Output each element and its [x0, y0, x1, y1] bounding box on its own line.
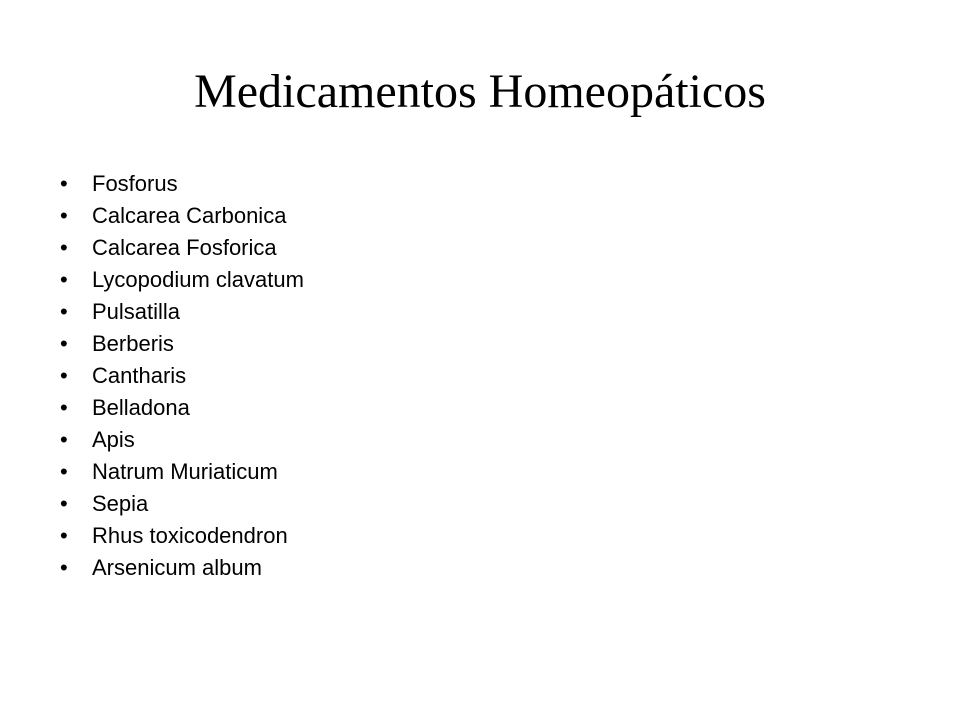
list-item-label: Lycopodium clavatum [92, 267, 304, 292]
list-item [60, 520, 304, 552]
list-item-label: Calcarea Carbonica [92, 203, 287, 228]
bullet-icon: • [60, 523, 68, 548]
list-item-label: Calcarea Fosforica [92, 235, 277, 260]
list-item-label: Belladona [92, 395, 190, 420]
bullet-icon: • [60, 171, 68, 196]
list-item [60, 328, 304, 360]
bullet-icon: • [60, 427, 68, 452]
list-item-label: Apis [92, 427, 135, 452]
list-item-label: Berberis [92, 331, 174, 356]
list-item-label: Cantharis [92, 363, 187, 388]
list-item [60, 424, 304, 456]
list-item [60, 488, 304, 520]
bullet-icon: • [60, 395, 68, 420]
bullet-icon: • [60, 363, 68, 388]
list-item [60, 552, 304, 584]
list-item [60, 360, 304, 392]
bullet-icon: • [60, 491, 68, 516]
list-item [60, 168, 304, 200]
bullet-icon: • [60, 203, 68, 228]
list-item-label: Fosforus [92, 171, 178, 196]
bullet-list [60, 168, 304, 584]
list-item [60, 200, 304, 232]
slide-title: Medicamentos Homeopáticos [194, 65, 766, 118]
bullet-icon: • [60, 331, 68, 356]
list-item [60, 232, 304, 264]
list-item [60, 456, 304, 488]
list-item-label: Natrum Muriaticum [92, 459, 278, 484]
list-item-label: Arsenicum album [92, 555, 262, 580]
bullet-icon: • [60, 235, 68, 260]
list-item-label: Rhus toxicodendron [92, 523, 288, 548]
bullet-icon: • [60, 299, 68, 324]
list-item [60, 296, 304, 328]
list-item [60, 264, 304, 296]
list-item [60, 392, 304, 424]
bullet-icon: • [60, 555, 68, 580]
bullet-icon: • [60, 267, 68, 292]
list-item-label: Pulsatilla [92, 299, 181, 324]
list-item-label: Sepia [92, 491, 149, 516]
bullet-icon: • [60, 459, 68, 484]
